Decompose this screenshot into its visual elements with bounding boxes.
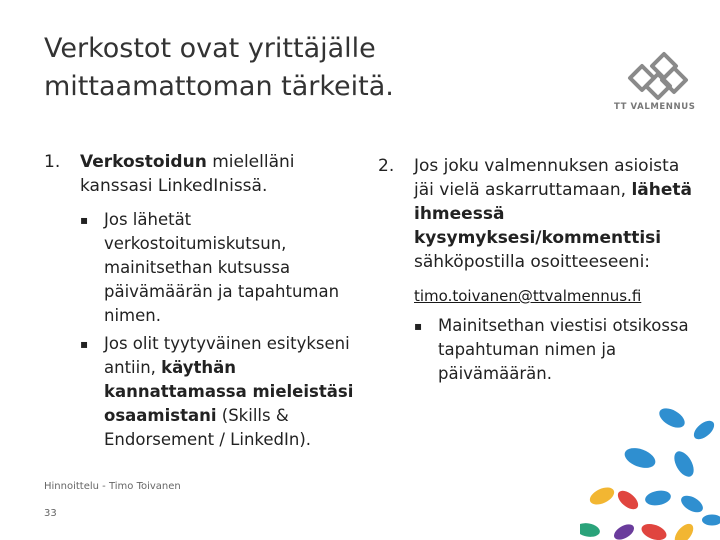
sub-bullet-1	[414, 314, 698, 386]
sub-bullet-1	[80, 208, 364, 328]
sub-bullet-text-bold: käythän kannattamassa mieleistäsi osaamistani	[104, 358, 354, 425]
item-bold-lead: Verkostoidun	[80, 152, 207, 172]
right-column	[378, 154, 698, 386]
slide-title: Verkostot ovat yrittäjälle mittaamattoman tärkeitä.	[44, 33, 394, 102]
decorative-blob	[671, 521, 697, 540]
sub-bullet-text: Mainitsethan viestisi otsikossa tapahtuman nimen ja päivämäärän.	[438, 316, 689, 383]
bullet-square-icon: ▪	[414, 319, 423, 333]
decorative-blob	[656, 404, 688, 431]
bullet-square-icon: ▪	[80, 213, 89, 227]
item-text-post: sähköpostilla osoitteeseeni:	[414, 252, 651, 272]
decorative-blob	[587, 484, 617, 508]
decorative-blob	[678, 492, 705, 515]
decorative-blob	[611, 521, 636, 540]
decorative-blob	[702, 515, 720, 526]
bullet-square-icon: ▪	[80, 337, 89, 351]
decorative-blob	[622, 444, 658, 471]
decorative-blob	[615, 487, 642, 513]
footer-text: Hinnoittelu - Timo Toivanen	[44, 481, 181, 492]
item-number: 2.	[378, 156, 395, 176]
sub-list	[414, 314, 698, 386]
decorative-blob	[691, 417, 718, 443]
item-text-bold: lähetä ihmeessä kysymyksesi/kommenttisi	[414, 180, 693, 248]
decorative-shapes-icon	[580, 400, 720, 540]
sub-bullet-2	[80, 332, 364, 452]
list-item-1	[44, 150, 364, 198]
left-column	[44, 150, 364, 452]
email-link[interactable]: timo.toivanen@ttvalmennus.fi	[414, 287, 642, 305]
item-number: 1.	[44, 152, 61, 172]
item-text-pre: Jos joku valmennuksen asioista jäi vielä askarruttamaan,	[414, 156, 680, 200]
decorative-blob	[639, 521, 668, 540]
sub-bullet-text-pre: Jos olit tyytyväinen esitykseni antiin,	[104, 334, 350, 377]
sub-bullet-text-post: (Skills & Endorsement / LinkedIn).	[104, 406, 312, 449]
item-text: mielelläni kanssasi LinkedInissä.	[80, 152, 295, 196]
logo-text: TT VALMENNUS	[614, 102, 696, 112]
sub-list	[80, 208, 364, 452]
decorative-blob	[580, 521, 601, 538]
page-number: 33	[44, 508, 57, 519]
sub-bullet-text: Jos lähetät verkostoitumiskutsun, mainitsethan kutsussa päivämäärän ja tapahtuman nimen.	[104, 210, 340, 325]
list-item-2	[378, 154, 698, 308]
decorative-blob	[670, 448, 697, 480]
decorative-blob	[644, 489, 672, 508]
